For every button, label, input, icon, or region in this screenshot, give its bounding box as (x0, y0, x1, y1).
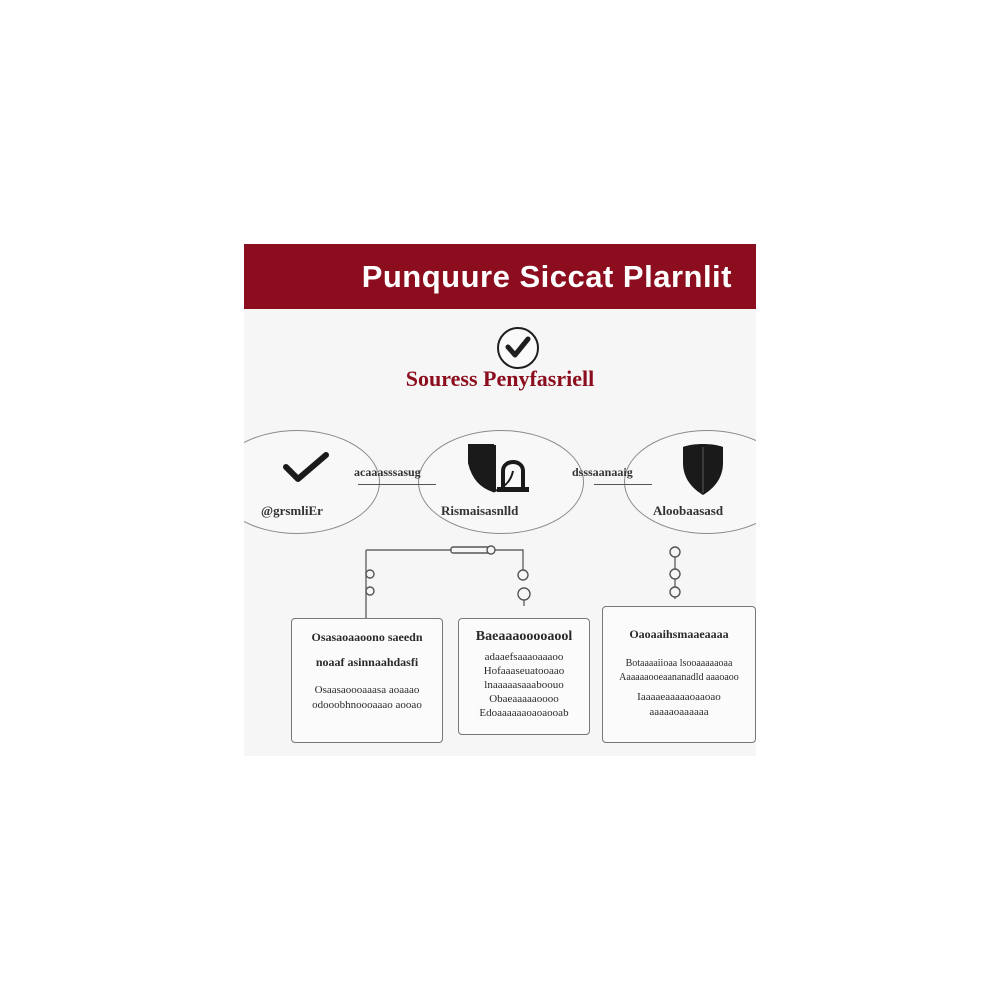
card-1-line-4: odooobhnoooaaao aooao (312, 699, 422, 711)
card-3-line-2: Aaaaaaooeaananadld aaaoaoo (619, 672, 739, 683)
node-security-label: Aloobaasasd (653, 503, 724, 518)
connector-label-2: dsssaanaaig (572, 465, 633, 479)
card-1-line-1: noaaf asinnaahdasfi (315, 655, 419, 669)
card-2-line-1: adaaefsaaaoaaaoo (484, 651, 564, 663)
card-3-line-4: aaaaaoaaaaaa (649, 706, 709, 718)
detail-card-1 (291, 618, 443, 743)
card-2-line-3: lnaaaaasaaaboouo (484, 679, 564, 691)
card-3-line-3: Iaaaaeaaaaaoaaoao (637, 691, 721, 703)
card-3-line-1: Botaaaaiioaa lsooaaaaaoaa (625, 658, 733, 669)
node-protection-label: Rismaisasnlld (441, 503, 519, 518)
card-3-title: Oaoaaihsmaaeaaaa (629, 627, 729, 641)
card-1-title: Osasaoaaoono saeedn (311, 630, 423, 644)
card-1-line-2 (292, 670, 442, 676)
diagram-subtitle: Souress Penyfasriell (405, 366, 595, 391)
card-2-line-4: Obaeaaaaaoooo (489, 693, 559, 705)
card-2-line-5: Edoaaaaaaoaoaooab (479, 707, 569, 719)
detail-card-3 (602, 606, 756, 743)
card-1-line-3: Osaasaoooaaasa aoaaao (314, 684, 420, 696)
connector-label-1: acaaasssasug (354, 465, 421, 479)
node-approval-label: @grsmliEr (261, 503, 323, 518)
card-2-line-2: Hofaaaseuatooaao (483, 665, 565, 677)
card-2-title: Baeaaaooooaool (475, 629, 573, 644)
diagram-canvas (244, 244, 756, 756)
detail-card-2 (458, 618, 590, 735)
banner-title: Punquure Siccat Plarnlit (361, 258, 732, 294)
